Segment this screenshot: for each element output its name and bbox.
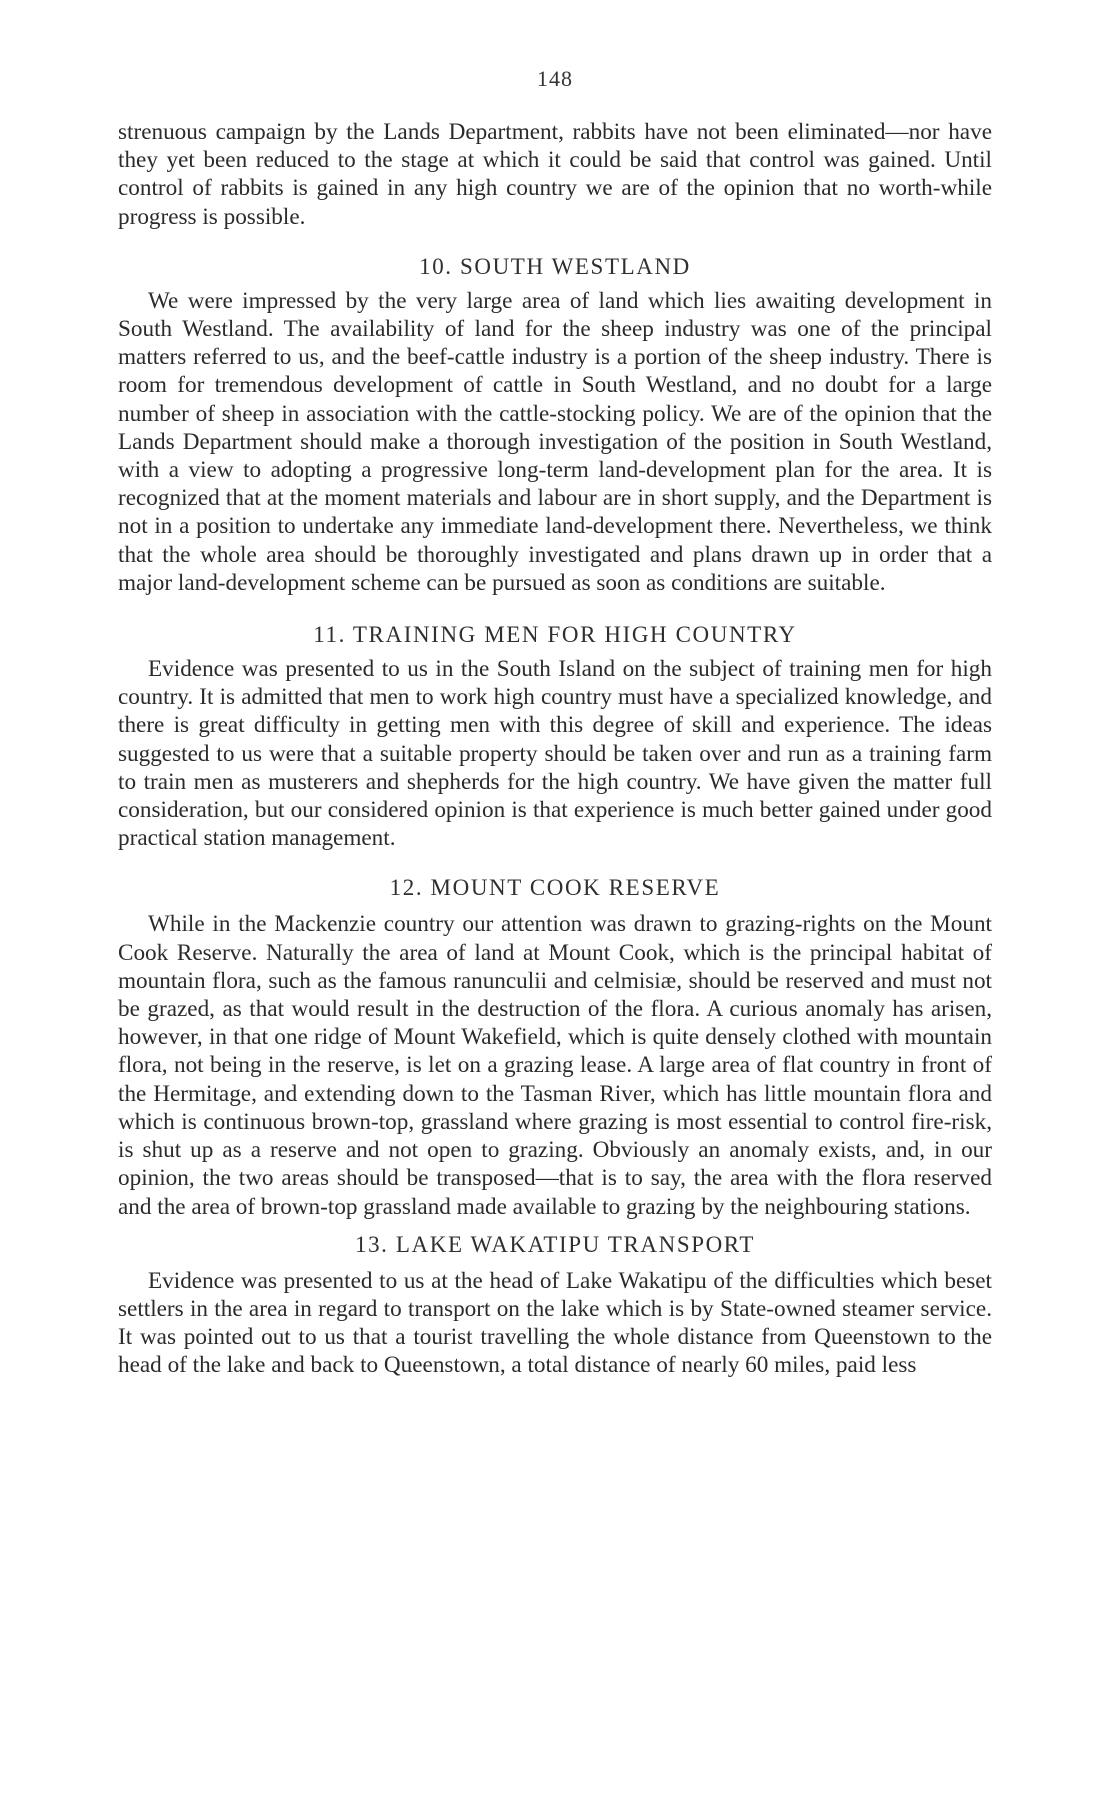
section-body-south-westland: We were impressed by the very large area of land which lies awaiting development in South Westland. The availability of land for the sheep industry was one of the principal matters referred to us, and the beef-cattle industry is a portion of the sheep industry. There is room for tremendous development of cattle in South Westland, and no doubt for a large number of sheep in association with the cattle-stocking policy. We are of the opinion that the Lands Department should make a thorough investigation of the position in South Westland, with a view to adopting a progressive long-term land-development plan for the area. It is recognized that at the moment materials and labour are in short supply, and the Department is not in a position to undertake any immediate land-development there. Nevertheless, we think that the whole area should be thoroughly investigated and plans drawn up in order that a major land-development scheme can be pursued as soon as conditions are suitable.: [118, 287, 992, 596]
document-page: [118, 66, 992, 1380]
intro-paragraph: strenuous campaign by the Lands Department, rabbits have not been eliminated—nor have they yet been reduced to the stage at which it could be said that control was gained. Until control of rabbits is gained in any high country we are of the opinion that no worth-while progress is possible.: [118, 119, 992, 230]
section-body-training-men: Evidence was presented to us in the South Island on the subject of training men for high country. It is admitted that men to work high country must have a specialized knowledge, and there is great difficulty in getting men with this degree of skill and experience. The ideas suggested to us were that a suitable property should be taken over and run as a training farm to train men as musterers and shepherds for the high country. We have given the matter full consideration, but our considered opinion is that experience is much better gained under good practical station management.: [118, 656, 992, 852]
section-heading-mount-cook-reserve: 12. MOUNT COOK RESERVE: [389, 875, 721, 901]
section-body-lake-wakatipu: Evidence was presented to us at the head of Lake Wakatipu of the difficulties which beset settlers in the area in regard to transport on the lake which is by State-owned steamer service. It was pointed out to us that a tourist travelling the whole distance from Queenstown to the head of the lake and back to Queenstown, a total distance of nearly 60 miles, paid less: [118, 1267, 992, 1379]
section-heading-south-westland: 10. SOUTH WESTLAND: [419, 253, 691, 279]
page-number: 148: [537, 66, 573, 91]
section-heading-training-men: 11. TRAINING MEN FOR HIGH COUNTRY: [313, 622, 797, 648]
section-body-mount-cook-reserve: While in the Mackenzie country our attention was drawn to grazing-rights on the Mount Cook Reserve. Naturally the area of land at Mount Cook, which is the principal habitat of mountain flora, such as the famous ranunculii and celmisiæ, should be reserved and must not be grazed, as that would result in the destruction of the flora. A curious anomaly has arisen, however, in that one ridge of Mount Wakefield, which is quite densely clothed with mountain flora, not being in the reserve, is let on a grazing lease. A large area of flat country in front of the Hermitage, and extending down to the Tasman River, which has little mountain flora and which is continuous brown-top, grassland where grazing is most essential to control fire-risk, is shut up as a reserve and not open to grazing. Obviously an anomaly exists, and, in our opinion, the two areas should be transposed—that is to say, the area with the flora reserved and the area of brown-top grassland made available to grazing by the neighbouring stations.: [118, 911, 992, 1220]
section-heading-lake-wakatipu: 13. LAKE WAKATIPU TRANSPORT: [354, 1231, 756, 1257]
